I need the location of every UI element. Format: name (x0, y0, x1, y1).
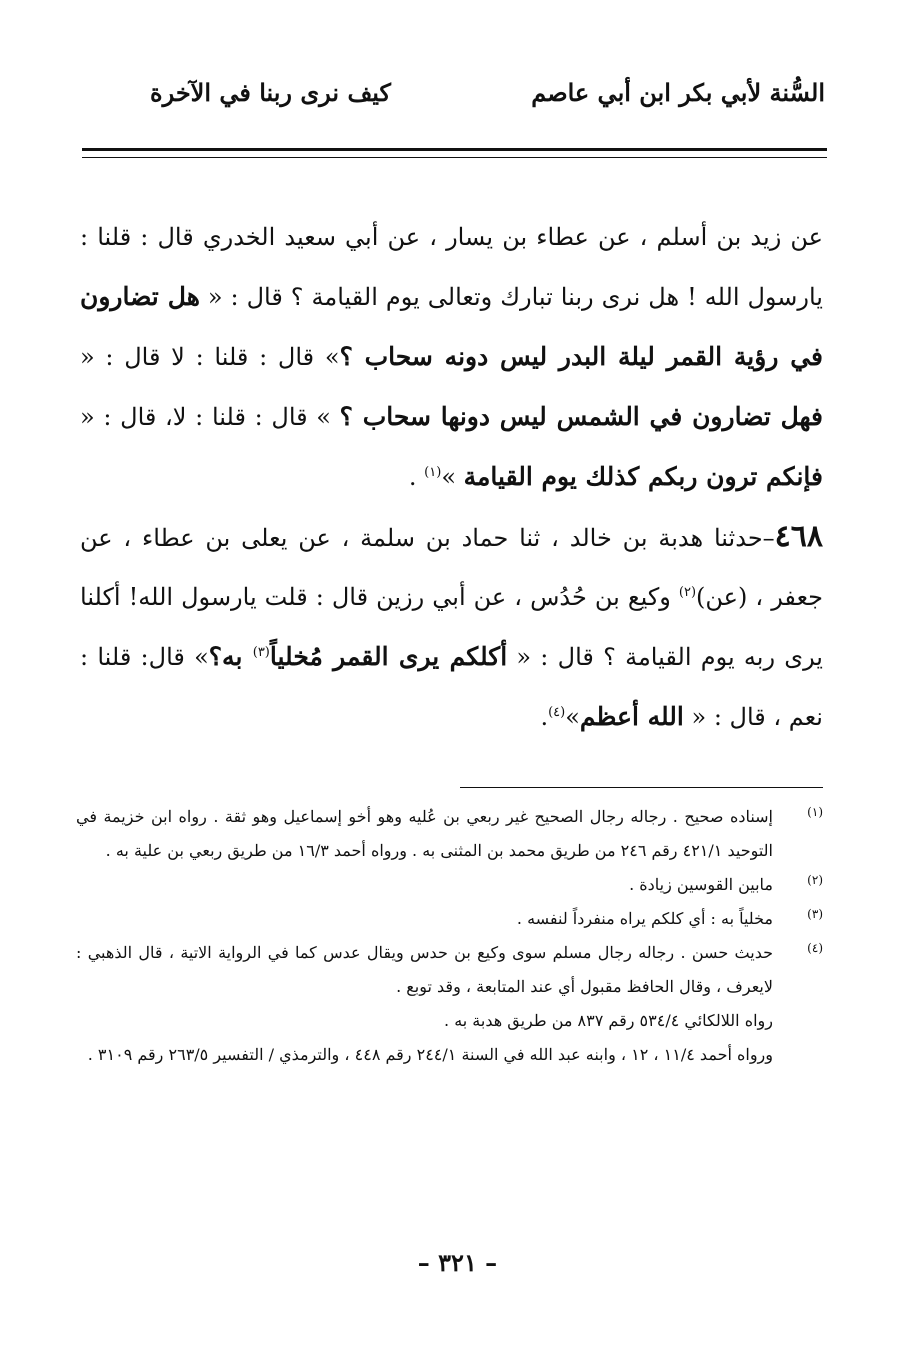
hadith-number: ٤٦٨ (774, 519, 823, 554)
text-run: » (565, 703, 580, 731)
footnote-ref: (٢) (678, 585, 697, 600)
header-rule-thin (82, 157, 827, 158)
footnote-line: ورواه أحمد ١١/٤ ، ١٢ ، وابنه عبد الله في السنة ٢٤٤/١ رقم ٤٤٨ ، والترمذي / التفسير ٢٦٣/٥ رقم ٣١٠٩ . (87, 1045, 773, 1064)
footnote-text (76, 902, 773, 936)
text-run: » قال : قلنا : لا قال : « (80, 343, 340, 371)
footnote-line: حديث حسن . رجاله رجال مسلم سوى وكيع بن حدس ويقال عدس كما في الرواية الاتية ، قال الذهبي : لايعرف ، وقال الحافظ مقبول أي عند المتابعة ، وقد توبع . (76, 943, 774, 996)
prophetic-saying: فإنكم ترون ربكم كذلك يوم القيامة (463, 462, 823, 491)
prophetic-saying: أكلكم يرى القمر مُخلياً (269, 642, 508, 671)
footnote-line: مخلياً به : أي كلكم يراه منفرداً لنفسه . (516, 909, 773, 928)
footnote-1 (76, 800, 823, 868)
page-number: – ٣٢١ – (417, 1248, 498, 1277)
text-run: . (540, 703, 549, 731)
text-run: » قال : قلنا : لا، قال : « (80, 403, 340, 431)
header-chapter-title: كيف نرى ربنا في الآخرة (150, 77, 391, 107)
prophetic-saying: به؟ (208, 642, 253, 671)
footnote-mark: (٢) (807, 873, 823, 887)
footnote-ref: (٤) (548, 705, 566, 720)
footnote-4 (76, 936, 823, 1072)
footnote-mark: (٣) (807, 907, 823, 921)
footnote-line: إسناده صحيح . رجاله رجال الصحيح غير ربعي بن عُليه وهو أخو إسماعيل وهو ثقة . رواه ابن خزيمة في التوحيد ٤٢١/١ رقم ٢٤٦ من طريق محمد بن المثنى به . ورواه أحمد ١٦/٣ من طريق ربعي بن علية به . (76, 807, 774, 860)
footnote-text (76, 868, 773, 902)
footnote-text (76, 800, 773, 868)
prophetic-saying: هل تضارون في رؤية القمر ليلة البدر ليس دونه سحاب ؟ (80, 282, 823, 371)
footnote-2 (76, 868, 823, 902)
running-header (150, 72, 825, 112)
footnote-text (76, 936, 773, 1072)
text-run: وكيع بن حُدُس ، عن أبي رزين قال : قلت يارسول الله! أكلنا يرى ربه يوم القيامة ؟ قال : « (80, 583, 823, 671)
footnote-mark: (٤) (807, 941, 823, 955)
main-text (80, 208, 823, 747)
paragraph-hadith-468 (80, 507, 823, 747)
footnote-3 (76, 902, 823, 936)
footnotes (76, 800, 823, 1072)
header-rule-thick (82, 148, 827, 151)
footnote-mark: (١) (807, 805, 823, 819)
footnote-line: مابين القوسين زيادة . (629, 875, 773, 894)
text-run: . (408, 463, 425, 491)
text-run: » (441, 463, 464, 491)
footnote-ref: (١) (424, 465, 442, 480)
text-run: » قال: قلنا : نعم ، قال : « (80, 643, 823, 731)
paragraph-hadith-467-end (80, 208, 823, 507)
footnote-separator (460, 787, 823, 788)
prophetic-saying: الله أعظم (579, 702, 684, 731)
footnote-ref: (٣) (252, 645, 270, 660)
footnote-line: رواه اللالكائي ٥٣٤/٤ رقم ٨٣٧ من طريق هدبة به . (444, 1011, 773, 1030)
header-book-title: السُّنة لأبي بكر ابن أبي عاصم (531, 77, 825, 107)
text-run: –حدثنا هدبة بن خالد ، ثنا حماد بن سلمة ، عن يعلى بن عطاء ، عن جعفر ، (عن) (80, 524, 823, 611)
prophetic-saying: فهل تضارون في الشمس ليس دونها سحاب ؟ (339, 402, 823, 431)
text-run: عن زيد بن أسلم ، عن عطاء بن يسار ، عن أبي سعيد الخدري قال : قلنا : يارسول الله ! هل نرى ربنا تبارك وتعالى يوم القيامة ؟ قال : « (80, 223, 823, 311)
